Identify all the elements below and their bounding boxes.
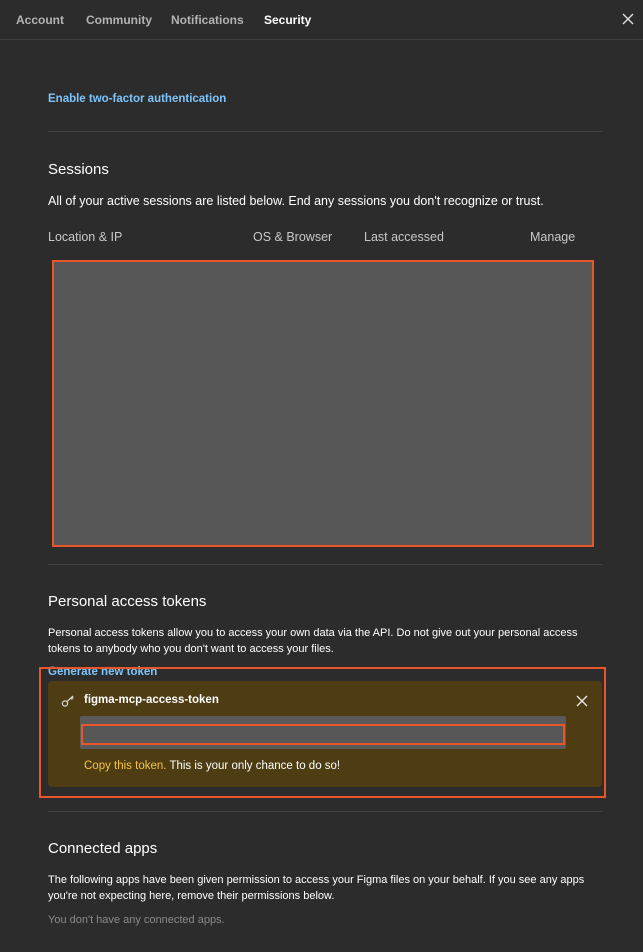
tab-account[interactable]: Account: [16, 13, 64, 27]
section-divider: [48, 131, 603, 132]
copy-token-prompt: Copy this token.: [84, 760, 167, 772]
section-divider: [48, 564, 603, 565]
sessions-title: Sessions: [48, 161, 109, 178]
tab-community[interactable]: Community: [86, 13, 152, 27]
tokens-title: Personal access tokens: [48, 593, 207, 610]
connected-apps-title: Connected apps: [48, 840, 158, 857]
copy-token-message: [84, 760, 340, 772]
sessions-description: All of your active sessions are listed below. End any sessions you don't recognize or trust.: [48, 194, 544, 208]
connected-apps-empty: You don't have any connected apps.: [48, 914, 225, 926]
generate-token-link[interactable]: Generate new token: [48, 666, 158, 678]
token-name: figma-mcp-access-token: [84, 694, 219, 706]
tab-notifications[interactable]: Notifications: [171, 13, 244, 27]
enable-two-factor-link[interactable]: Enable two-factor authentication: [48, 93, 227, 105]
column-header-location: Location & IP: [48, 230, 123, 244]
settings-tabbar: [0, 0, 643, 40]
column-header-last-accessed: Last accessed: [364, 230, 444, 244]
dismiss-token-icon[interactable]: [575, 694, 589, 708]
copy-token-warning: This is your only chance to do so!: [166, 760, 341, 772]
tab-security[interactable]: Security: [264, 13, 312, 27]
column-header-manage: Manage: [530, 230, 576, 244]
connected-apps-description: The following apps have been given permission to access your Figma files on your behalf. If you see any apps you're not expecting here, remove their permissions below.: [48, 874, 585, 902]
tokens-description: Personal access tokens allow you to access your own data via the API. Do not give out your personal access tokens to anybody who you don't want to access your files.: [48, 627, 578, 655]
sessions-list-redacted: [52, 260, 594, 547]
token-value-field[interactable]: [81, 724, 565, 745]
key-icon: [61, 694, 75, 708]
section-divider: [48, 811, 603, 812]
column-header-os-browser: OS & Browser: [253, 230, 333, 244]
close-icon[interactable]: [620, 11, 636, 27]
